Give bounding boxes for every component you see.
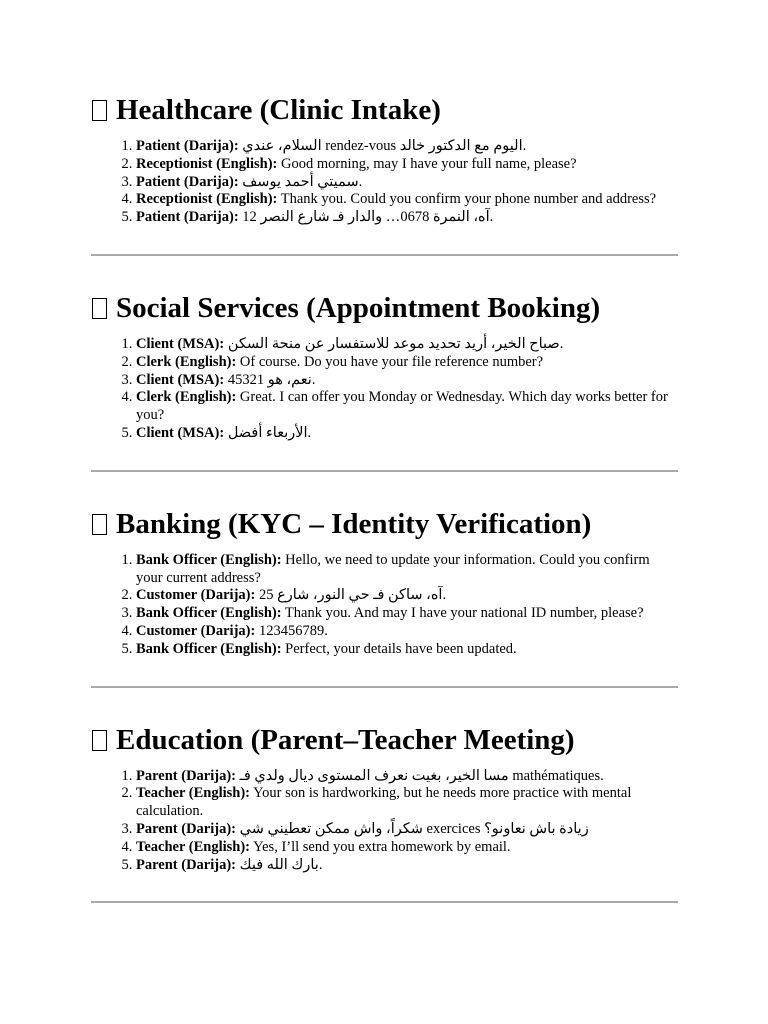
line-text: Of course. Do you have your file reference number? — [239, 353, 544, 370]
line-text: Hello, we need to update your information. Could you confirm your current address? — [136, 551, 650, 586]
line-text: سميتي أحمد يوسف. — [242, 173, 363, 190]
line-text: Perfect, your details have been updated. — [285, 640, 517, 657]
list-item — [136, 587, 678, 605]
line-text: شكراً، واش ممكن تعطيني شي exercices زيادة باش نعاونو؟ — [239, 820, 589, 837]
list-item — [136, 191, 678, 209]
section-divider — [91, 254, 678, 256]
dialogue-list — [91, 336, 678, 443]
list-item — [136, 785, 678, 821]
speaker-label: Client (MSA): — [136, 335, 225, 352]
list-item — [136, 372, 678, 390]
section-title-text: Healthcare (Clinic Intake) — [116, 94, 441, 126]
section-divider — [91, 686, 678, 688]
section-title-text: Social Services (Appointment Booking) — [116, 291, 601, 324]
line-text: 123456789. — [258, 622, 328, 639]
dialogue-list — [91, 138, 678, 227]
list-item — [136, 138, 678, 156]
line-text: آه، ساكن فـ حي النور، شارع 25. — [258, 587, 447, 604]
list-item — [136, 354, 678, 372]
speaker-label: Bank Officer (English): — [136, 551, 282, 568]
speaker-label: Clerk (English): — [136, 389, 237, 406]
missing-glyph-box-icon — [92, 298, 107, 319]
speaker-label: Clerk (English): — [136, 353, 237, 370]
line-text: Thank you. And may I have your national ID number, please? — [284, 605, 644, 622]
section-title-text: Banking (KYC – Identity Verification) — [116, 507, 592, 540]
list-item — [136, 336, 678, 354]
section-title — [91, 722, 678, 758]
dialogue-list — [91, 768, 678, 875]
section-education — [91, 722, 678, 875]
list-item — [136, 389, 678, 425]
list-item — [136, 768, 678, 786]
section-title — [91, 506, 678, 542]
speaker-label: Bank Officer (English): — [136, 640, 282, 657]
list-item — [136, 425, 678, 443]
section-title — [91, 290, 678, 326]
list-item — [136, 821, 678, 839]
speaker-label: Customer (Darija): — [136, 587, 256, 604]
speaker-label: Client (MSA): — [136, 371, 225, 388]
speaker-label: Patient (Darija): — [136, 138, 239, 154]
section-title — [91, 92, 678, 128]
speaker-label: Teacher (English): — [136, 838, 250, 855]
list-item — [136, 156, 678, 174]
line-text: نعم، هو 45321. — [227, 371, 316, 388]
speaker-label: Parent (Darija): — [136, 767, 236, 784]
list-item — [136, 839, 678, 857]
dialogue-list — [91, 552, 678, 659]
speaker-label: Patient (Darija): — [136, 209, 239, 226]
document-page — [91, 92, 678, 937]
line-text: Great. I can offer you Monday or Wednesday. Which day works better for you? — [136, 389, 668, 424]
list-item — [136, 174, 678, 192]
line-text: مسا الخير، بغيت نعرف المستوى ديال ولدي فـ mathématiques. — [239, 767, 604, 784]
section-banking — [91, 506, 678, 659]
speaker-label: Receptionist (English): — [136, 191, 278, 208]
section-divider — [91, 470, 678, 472]
section-title-text: Education (Parent–Teacher Meeting) — [116, 723, 575, 756]
list-item — [136, 552, 678, 588]
list-item — [136, 209, 678, 227]
speaker-label: Receptionist (English): — [136, 155, 278, 172]
line-text: آه، النمرة 0678… والدار فـ شارع النصر 12. — [242, 209, 494, 226]
line-text: Yes, I’ll send you extra homework by email. — [253, 838, 511, 855]
missing-glyph-box-icon — [92, 100, 107, 121]
line-text: Your son is hardworking, but he needs more practice with mental calculation. — [136, 785, 632, 820]
line-text: صباح الخير، أريد تحديد موعد للاستفسار عن منحة السكن. — [227, 335, 564, 352]
section-divider — [91, 901, 678, 903]
list-item — [136, 641, 678, 659]
speaker-label: Bank Officer (English): — [136, 605, 282, 622]
speaker-label: Customer (Darija): — [136, 622, 256, 639]
section-social-services — [91, 290, 678, 443]
line-text: Good morning, may I have your full name, please? — [281, 155, 577, 172]
line-text: بارك الله فيك. — [239, 856, 323, 873]
list-item — [136, 605, 678, 623]
list-item — [136, 857, 678, 875]
missing-glyph-box-icon — [92, 514, 107, 535]
speaker-label: Patient (Darija): — [136, 173, 239, 190]
speaker-label: Client (MSA): — [136, 424, 225, 441]
line-text: الأربعاء أفضل. — [227, 424, 312, 441]
speaker-label: Parent (Darija): — [136, 856, 236, 873]
line-text: Thank you. Could you confirm your phone number and address? — [280, 191, 657, 208]
list-item — [136, 623, 678, 641]
speaker-label: Teacher (English): — [136, 785, 250, 802]
speaker-label: Parent (Darija): — [136, 820, 236, 837]
section-healthcare — [91, 92, 678, 227]
missing-glyph-box-icon — [92, 730, 107, 751]
line-text: السلام، عندي rendez-vous اليوم مع الدكتور خالد. — [242, 138, 527, 154]
